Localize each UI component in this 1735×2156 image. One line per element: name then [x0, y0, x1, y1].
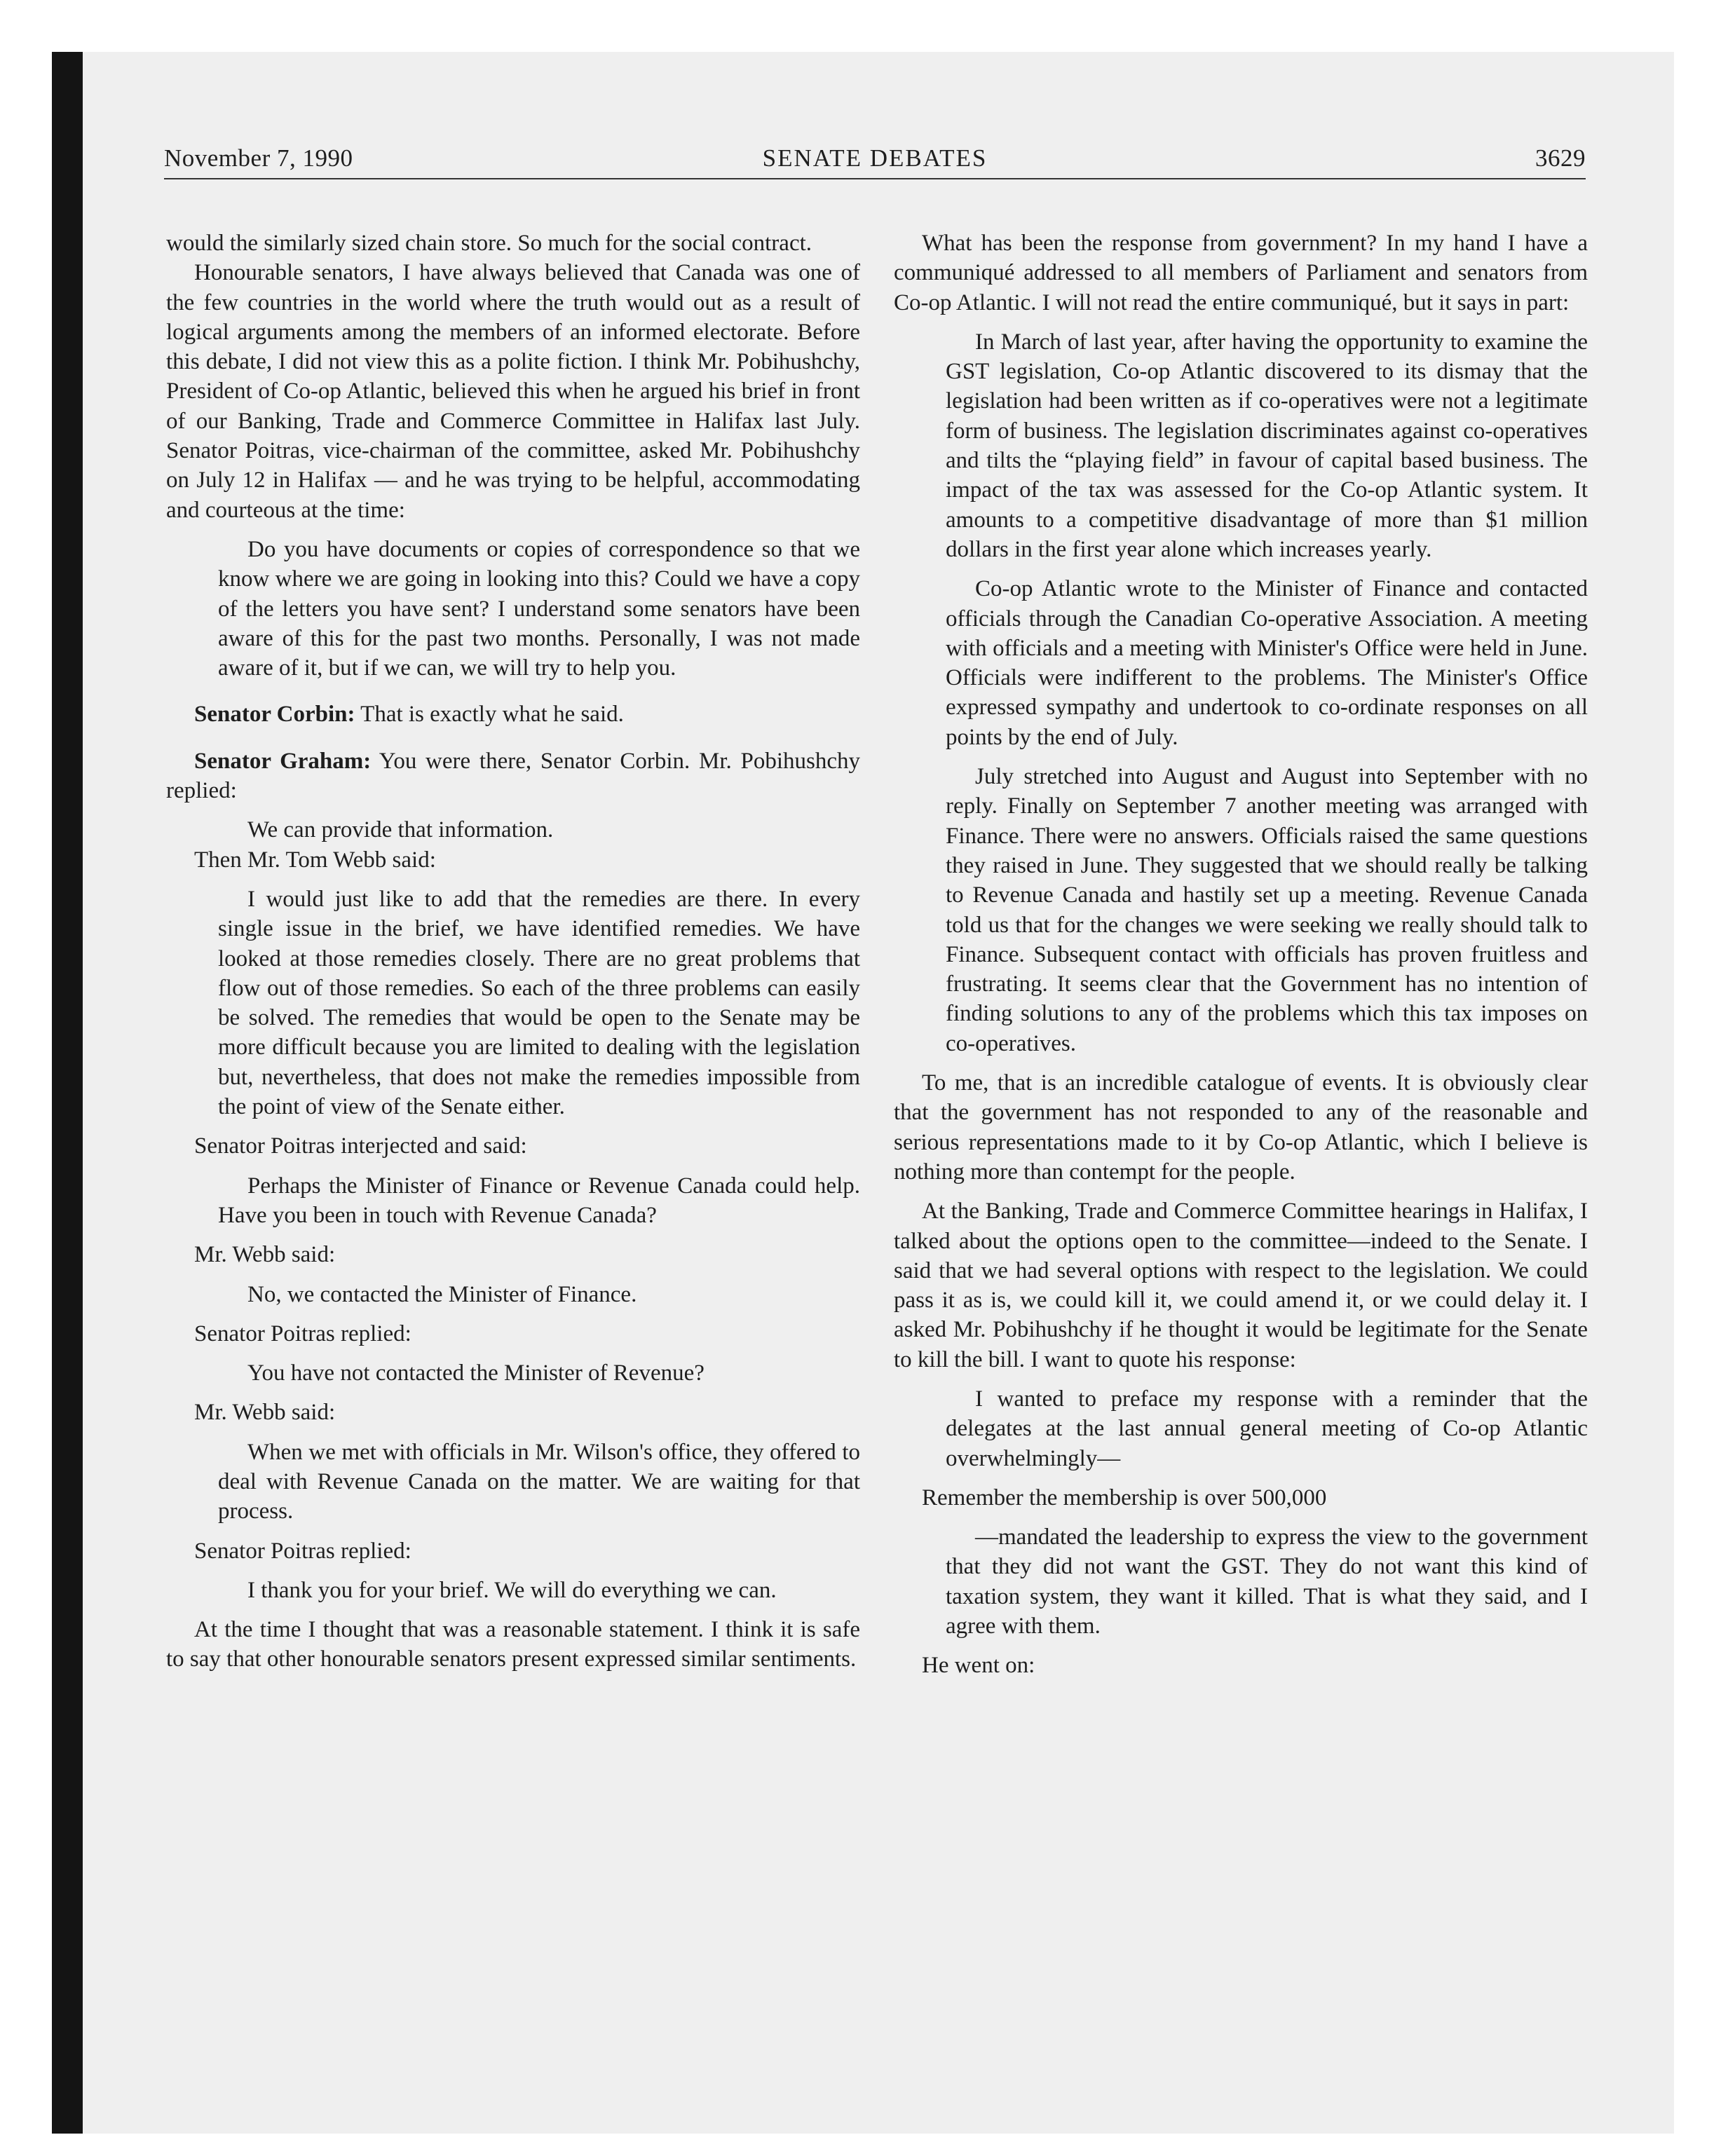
- speaker-text: That is exactly what he said.: [360, 702, 624, 728]
- binding-edge: [52, 52, 83, 2134]
- paragraph: To me, that is an incredible catalogue of events. It is obviously clear that the government has not responded to any of the reasonable and serious representations made to it by Co-op Atlantic, which I believe is nothing more than contempt for the people.: [894, 1070, 1588, 1185]
- paragraph: Senator Poitras replied:: [194, 1321, 411, 1346]
- speaker-name: Senator Graham:: [194, 748, 372, 774]
- speaker-paragraph: [166, 746, 860, 806]
- paragraph: Senator Poitras interjected and said:: [194, 1133, 527, 1159]
- paragraph: What has been the response from government? In my hand I have a communiqué addressed to all members of Parliament and senators from Co-op Atlantic. I will not read the entire communiqué, but it says in part:: [894, 231, 1588, 315]
- header-page-number: 3629: [1535, 144, 1586, 172]
- paragraph: Remember the membership is over 500,000: [922, 1485, 1327, 1510]
- block-quote: You have not contacted the Minister of Revenue?: [247, 1360, 705, 1386]
- block-quote: Do you have documents or copies of correspondence so that we know where we are going in looking into this? Could we have a copy of the letters you have sent? I understand some senators have been aware of this for the past two months. Personally, I was not made aware of it, but if we can, we will try to help you.: [218, 536, 860, 681]
- right-column: [894, 228, 1588, 1681]
- block-quote: I wanted to preface my response with a reminder that the delegates at the last annual general meeting of Co-op Atlantic overwhelmingly—: [946, 1386, 1588, 1471]
- header-title: SENATE DEBATES: [762, 144, 988, 172]
- block-quote: —mandated the leadership to express the view to the government that they did not want the GST. They do not want this kind of taxation system, they want it killed. That is what they said, and I agree with them.: [946, 1524, 1588, 1639]
- left-column: [166, 228, 860, 1674]
- block-quote: No, we contacted the Minister of Finance.: [247, 1281, 637, 1307]
- block-quote: In March of last year, after having the opportunity to examine the GST legislation, Co-op Atlantic discovered to its dismay that the legislation had been written as if co-operatives were not a legitimate form of business. The legislation discriminates against co-operatives and tilts the “playing field” in favour of capital based business. The impact of the tax was assessed for the Co-op Atlantic system. It amounts to a competitive disadvantage of more than $1 million dollars in the first year alone which increases yearly.: [946, 329, 1588, 562]
- page-header: [164, 144, 1586, 179]
- paragraph: Mr. Webb said:: [194, 1400, 336, 1426]
- speaker-name: Senator Corbin:: [194, 702, 355, 728]
- header-date: November 7, 1990: [164, 144, 353, 172]
- paragraph: Then Mr. Tom Webb said:: [194, 847, 436, 873]
- paragraph: Senator Poitras replied:: [194, 1538, 411, 1564]
- block-quote: I would just like to add that the remedies are there. In every single issue in the brief, we have identified remedies. We have looked at those remedies closely. There are no great problems that flow out of those remedies. So each of the three problems can easily be solved. The remedies that would be open to the Senate may be more difficult because you are limited to dealing with the legislation but, nevertheless, that does not make the remedies impossible from the point of view of the Senate either.: [218, 886, 860, 1120]
- paragraph: would the similarly sized chain store. So much for the social contract.: [166, 231, 812, 256]
- block-quote: When we met with officials in Mr. Wilson's office, they offered to deal with Revenue Canada on the matter. We are waiting for that process.: [218, 1439, 860, 1524]
- paragraph: Mr. Webb said:: [194, 1242, 336, 1268]
- block-quote: Co-op Atlantic wrote to the Minister of Finance and contacted officials through the Canadian Co-operative Association. A meeting with officials and a meeting with Minister's Office were held in June. Officials were indifferent to the problems. The Minister's Office expressed sympathy and undertook to co-ordinate responses on all points by the end of July.: [946, 576, 1588, 750]
- block-quote: We can provide that information.: [247, 817, 554, 843]
- block-quote: Perhaps the Minister of Finance or Revenue Canada could help. Have you been in touch with Revenue Canada?: [218, 1173, 860, 1228]
- paragraph: At the Banking, Trade and Commerce Committee hearings in Halifax, I talked about the options open to the committee—indeed to the Senate. I said that we had several options with respect to the legislation. We could pass it as is, we could kill it, we could amend it, or we could delay it. I asked Mr. Pobihushchy if he thought it would be legitimate for the Senate to kill the bill. I want to quote his response:: [894, 1199, 1588, 1372]
- speaker-text: You were there, Senator Corbin. Mr. Pobihushchy replied:: [166, 748, 861, 804]
- paragraph: At the time I thought that was a reasonable statement. I think it is safe to say that other honourable senators present expressed similar sentiments.: [166, 1617, 860, 1672]
- speaker-paragraph: [166, 700, 860, 729]
- paragraph: Honourable senators, I have always believed that Canada was one of the few countries in the world where the truth would out as a result of logical arguments among the members of an informed electorate. Before this debate, I did not view this as a polite fiction. I think Mr. Pobihushchy, President of Co-op Atlantic, believed this when he argued his brief in front of our Banking, Trade and Commerce Committee in Halifax last July. Senator Poitras, vice-chairman of the committee, asked Mr. Pobihushchy on July 12 in Halifax — and he was trying to be helpful, accommodating and courteous at the time:: [166, 260, 860, 523]
- block-quote: I thank you for your brief. We will do everything we can.: [247, 1577, 777, 1603]
- block-quote: July stretched into August and August into September with no reply. Finally on September 7 another meeting was arranged with Finance. There were no answers. Officials raised the same questions they raised in June. They suggested that we should really be talking to Revenue Canada and hastily set up a meeting. Revenue Canada told us that for the changes we were seeking we really should talk to Finance. Subsequent contact with officials has proven fruitless and frustrating. It seems clear that the Government has no intention of finding solutions to any of the problems which this tax imposes on co-operatives.: [946, 764, 1588, 1056]
- paragraph: He went on:: [922, 1653, 1035, 1679]
